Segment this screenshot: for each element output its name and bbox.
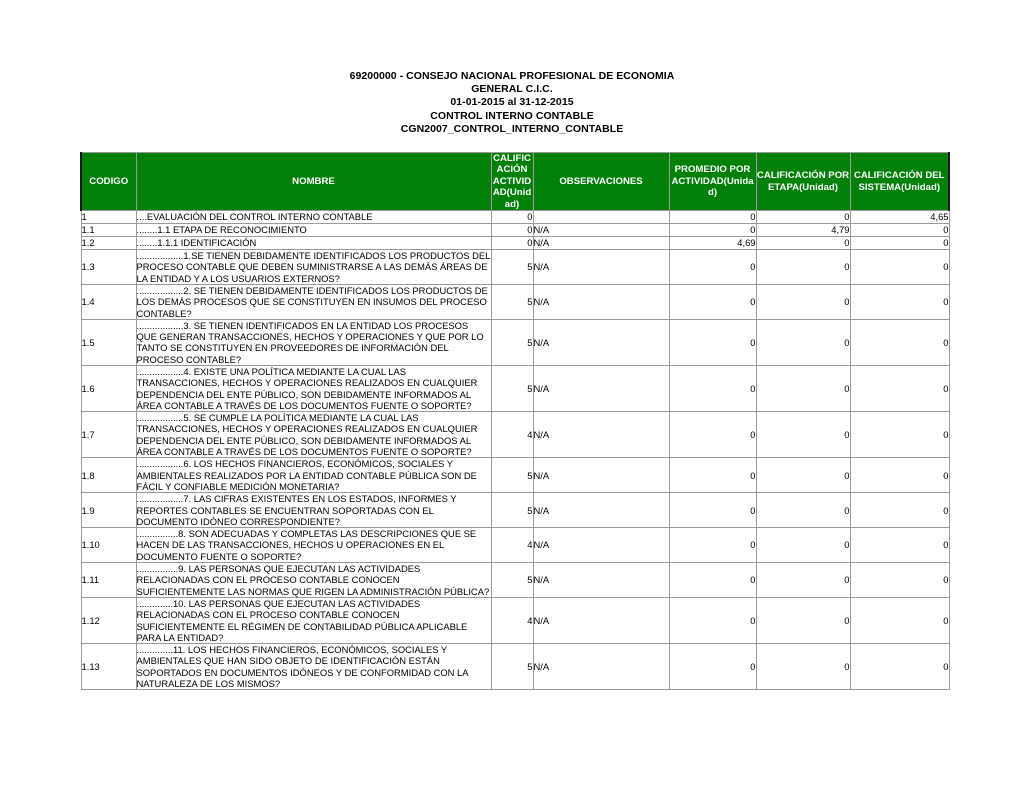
- cell-nombre: ................8. SON ADECUADAS Y COMPLETAS LAS DESCRIPCIONES QUE SE HACEN DE LAS TRANSACCIONES, HECHOS U OPERACIONES EN EL DOCUMENTO FUENTE O SOPORTE?: [136, 528, 491, 563]
- cell-calificacion-por-etapa: 0: [756, 250, 850, 285]
- cell-nombre: ..................7. LAS CIFRAS EXISTENTES EN LOS ESTADOS, INFORMES Y REPORTES CONTABLES SE ENCUENTRAN SOPORTADAS CON EL DOCUMENTO IDÓNEO CORRESPONDIENTE?: [136, 493, 491, 528]
- cell-codigo: 1.10: [81, 528, 136, 563]
- table-body: [81, 211, 949, 690]
- cell-observaciones: N/A: [533, 493, 669, 528]
- cell-codigo: 1: [81, 211, 136, 224]
- cell-codigo: 1.1: [81, 224, 136, 237]
- cell-codigo: 1.7: [81, 412, 136, 458]
- cell-promedio-por-actividad: 0: [669, 211, 756, 224]
- table-header: [81, 153, 949, 211]
- table-row: [81, 319, 949, 365]
- cell-nombre: ................9. LAS PERSONAS QUE EJECUTAN LAS ACTIVIDADES RELACIONADAS CON EL PROCESO CONTABLE CONOCEN SUFICIENTEMENTE LAS NORMAS QUE RIGEN LA ADMINISTRACIÓN PÚBLICA?: [136, 563, 490, 597]
- cell-calificacion-por-etapa: 0: [756, 528, 850, 563]
- cell-observaciones: N/A: [533, 224, 669, 237]
- cell-observaciones: N/A: [533, 528, 669, 563]
- column-header-observaciones: OBSERVACIONES: [533, 153, 669, 211]
- cell-calificacion-del-sistema: 0: [850, 597, 949, 643]
- cell-codigo: 1.5: [81, 319, 136, 365]
- cell-calificacion-del-sistema: 0: [850, 528, 949, 563]
- cell-codigo: 1.12: [81, 597, 136, 643]
- table-header-row: [81, 153, 949, 211]
- column-header-codigo: CODIGO: [81, 153, 136, 211]
- control-interno-table-wrapper: [80, 152, 948, 690]
- cell-calificacion-actividad: 5: [491, 493, 533, 528]
- cell-promedio-por-actividad: 0: [669, 319, 756, 365]
- control-interno-contable-table: [80, 152, 950, 690]
- cell-nombre: ..................4. EXISTE UNA POLÍTICA MEDIANTE LA CUAL LAS TRANSACCIONES, HECHOS Y OPERACIONES REALIZADOS EN CUALQUIER DEPENDENCIA DEL ENTE PÚBLICO, SON DEBIDAMENTE INFORMADOS AL ÁREA CONTABLE A TRAVÉS DE LOS DOCUMENTOS FUENTE O SOPORTE?: [136, 366, 491, 412]
- cell-promedio-por-actividad: 0: [669, 563, 756, 598]
- cell-nombre: ..............11. LOS HECHOS FINANCIEROS, ECONÓMICOS, SOCIALES Y AMBIENTALES QUE HAN SIDO OBJETO DE IDENTIFICACIÓN ESTÁN SOPORTADOS EN DOCUMENTOS IDÓNEOS Y DE CONFORMIDAD CON LA NATURALEZA DE LOS MISMOS?: [136, 644, 491, 690]
- cell-calificacion-actividad: 5: [491, 644, 533, 690]
- cell-codigo: 1.8: [81, 458, 136, 493]
- cell-codigo: 1.9: [81, 493, 136, 528]
- cell-codigo: 1.11: [81, 563, 136, 598]
- cell-promedio-por-actividad: 0: [669, 644, 756, 690]
- table-row: [81, 250, 949, 285]
- table-row: [81, 597, 949, 643]
- cell-calificacion-del-sistema: 0: [850, 458, 949, 493]
- table-row: [81, 366, 949, 412]
- cell-calificacion-actividad: 5: [491, 250, 533, 285]
- cell-calificacion-del-sistema: 0: [850, 250, 949, 285]
- cell-promedio-por-actividad: 0: [669, 493, 756, 528]
- cell-nombre: ..................5. SE CUMPLE LA POLÍTICA MEDIANTE LA CUAL LAS TRANSACCIONES, HECHOS Y OPERACIONES REALIZADOS EN CUALQUIER DEPENDENCIA DEL ENTE PÚBLICO, SON DEBIDAMENTE INFORMADOS AL ÁREA CONTABLE A TRAVÉS DE LOS DOCUMENTOS FUENTE O SOPORTE?: [136, 412, 491, 458]
- cell-calificacion-del-sistema: 0: [850, 493, 949, 528]
- cell-calificacion-por-etapa: 0: [756, 319, 850, 365]
- cell-calificacion-del-sistema: 0: [850, 224, 949, 237]
- cell-calificacion-actividad: 0: [491, 237, 533, 250]
- cell-promedio-por-actividad: 0: [669, 250, 756, 285]
- cell-codigo: 1.2: [81, 237, 136, 250]
- cell-calificacion-por-etapa: 0: [756, 412, 850, 458]
- cell-calificacion-actividad: 4: [491, 528, 533, 563]
- column-header-calificacion-por-etapa: CALIFICACIÓN POR ETAPA(Unidad): [756, 153, 850, 211]
- cell-calificacion-actividad: 5: [491, 458, 533, 493]
- cell-calificacion-del-sistema: 4,65: [850, 211, 949, 224]
- cell-observaciones: N/A: [533, 319, 669, 365]
- cell-calificacion-por-etapa: 0: [756, 458, 850, 493]
- cell-nombre: ..................6. LOS HECHOS FINANCIEROS, ECONÓMICOS, SOCIALES Y AMBIENTALES REALIZADOS POR LA ENTIDAD CONTABLE PÚBLICA SON DE FÁCIL Y CONFIABLE MEDICIÓN MONETARIA?: [136, 458, 491, 493]
- cell-codigo: 1.13: [81, 644, 136, 690]
- column-header-promedio-por-actividad: PROMEDIO POR ACTIVIDAD(Unidad): [669, 153, 756, 211]
- report-period-line: 01-01-2015 al 31-12-2015: [450, 96, 574, 109]
- cell-calificacion-actividad: 4: [491, 412, 533, 458]
- cell-observaciones: N/A: [533, 412, 669, 458]
- table-row: [81, 563, 949, 598]
- cell-calificacion-actividad: 5: [491, 563, 533, 598]
- table-row: [81, 284, 949, 319]
- column-header-nombre: NOMBRE: [136, 153, 491, 211]
- cell-observaciones: N/A: [533, 237, 669, 250]
- cell-codigo: 1.3: [81, 250, 136, 285]
- cell-observaciones: N/A: [533, 644, 669, 690]
- cell-calificacion-por-etapa: 0: [756, 237, 850, 250]
- column-header-calificacion-actividad: CALIFICACIÓN ACTIVIDAD(Unidad): [492, 153, 532, 210]
- table-row: [81, 412, 949, 458]
- cell-calificacion-del-sistema: 0: [850, 237, 949, 250]
- cell-calificacion-por-etapa: 0: [756, 366, 850, 412]
- cell-observaciones: N/A: [533, 366, 669, 412]
- table-row: [81, 644, 949, 690]
- cell-calificacion-actividad: 5: [491, 366, 533, 412]
- table-row: [81, 458, 949, 493]
- report-title-line-2: GENERAL C.I.C.: [471, 83, 553, 96]
- cell-calificacion-por-etapa: 0: [756, 597, 850, 643]
- cell-promedio-por-actividad: 0: [669, 597, 756, 643]
- cell-nombre: ........1.1.1 IDENTIFICACIÓN: [136, 237, 491, 250]
- cell-nombre: ..................1.SE TIENEN DEBIDAMENTE IDENTIFICADOS LOS PRODUCTOS DEL PROCESO CONTABLE QUE DEBEN SUMINISTRARSE A LAS DEMÁS ÁREAS DE LA ENTIDAD Y A LOS USUARIOS EXTERNOS?: [136, 250, 491, 284]
- cell-observaciones: N/A: [533, 597, 669, 643]
- cell-calificacion-del-sistema: 0: [850, 319, 949, 365]
- report-title-block: [0, 70, 1024, 136]
- report-title-line-1: 69200000 - CONSEJO NACIONAL PROFESIONAL DE ECONOMIA: [349, 70, 675, 82]
- cell-calificacion-del-sistema: 0: [850, 412, 949, 458]
- cell-promedio-por-actividad: 0: [669, 458, 756, 493]
- cell-observaciones: N/A: [533, 250, 669, 285]
- cell-calificacion-del-sistema: 0: [850, 366, 949, 412]
- cell-promedio-por-actividad: 0: [669, 224, 756, 237]
- cell-calificacion-actividad: 0: [491, 211, 533, 224]
- cell-calificacion-por-etapa: 0: [756, 644, 850, 690]
- cell-nombre: ..............10. LAS PERSONAS QUE EJECUTAN LAS ACTIVIDADES RELACIONADAS CON EL PROCESO CONTABLE CONOCEN SUFICIENTEMENTE EL RÉGIMEN DE CONTABILIDAD PÚBLICA APLICABLE PARA LA ENTIDAD?: [136, 597, 491, 643]
- cell-calificacion-actividad: 5: [491, 319, 533, 365]
- cell-observaciones: N/A: [533, 563, 669, 598]
- table-row: [81, 224, 949, 237]
- cell-promedio-por-actividad: 0: [669, 528, 756, 563]
- cell-calificacion-actividad: 4: [491, 597, 533, 643]
- cell-calificacion-por-etapa: 0: [756, 284, 850, 319]
- report-form-code-line: CGN2007_CONTROL_INTERNO_CONTABLE: [400, 122, 624, 135]
- cell-calificacion-del-sistema: 0: [850, 563, 949, 598]
- table-row: [81, 493, 949, 528]
- table-row: [81, 211, 949, 224]
- cell-promedio-por-actividad: 0: [669, 366, 756, 412]
- cell-calificacion-del-sistema: 0: [850, 644, 949, 690]
- cell-calificacion-del-sistema: 0: [850, 284, 949, 319]
- cell-nombre: ........1.1 ETAPA DE RECONOCIMIENTO: [136, 224, 491, 237]
- cell-promedio-por-actividad: 0: [669, 412, 756, 458]
- table-row: [81, 237, 949, 250]
- cell-codigo: 1.6: [81, 366, 136, 412]
- cell-observaciones: N/A: [533, 458, 669, 493]
- cell-observaciones: [533, 211, 669, 224]
- cell-observaciones: N/A: [533, 284, 669, 319]
- column-header-calificacion-del-sistema: CALIFICACIÓN DEL SISTEMA(Unidad): [850, 153, 949, 211]
- table-row: [81, 528, 949, 563]
- cell-nombre: ..................3. SE TIENEN IDENTIFICADOS EN LA ENTIDAD LOS PROCESOS QUE GENERAN TRANSACCIONES, HECHOS Y OPERACIONES Y QUE POR LO TANTO SE CONSTITUYEN EN PROVEEDORES DE INFORMACIÓN DEL PROCESO CONTABLE?: [136, 319, 491, 365]
- cell-nombre: ..................2. SE TIENEN DEBIDAMENTE IDENTIFICADOS LOS PRODUCTOS DE LOS DEMÁS PROCESOS QUE SE CONSTITUYEN EN INSUMOS DEL PROCESO CONTABLE?: [136, 284, 491, 319]
- report-title-line-4: CONTROL INTERNO CONTABLE: [430, 109, 594, 122]
- cell-calificacion-por-etapa: 0: [756, 493, 850, 528]
- cell-codigo: 1.4: [81, 284, 136, 319]
- cell-calificacion-por-etapa: 0: [756, 211, 850, 224]
- cell-calificacion-por-etapa: 4,79: [756, 224, 850, 237]
- cell-calificacion-actividad: 5: [491, 284, 533, 319]
- cell-nombre: ....EVALUACIÓN DEL CONTROL INTERNO CONTABLE: [136, 211, 491, 224]
- cell-calificacion-por-etapa: 0: [756, 563, 850, 598]
- cell-calificacion-actividad: 0: [491, 224, 533, 237]
- cell-promedio-por-actividad: 0: [669, 284, 756, 319]
- cell-promedio-por-actividad: 4,69: [669, 237, 756, 250]
